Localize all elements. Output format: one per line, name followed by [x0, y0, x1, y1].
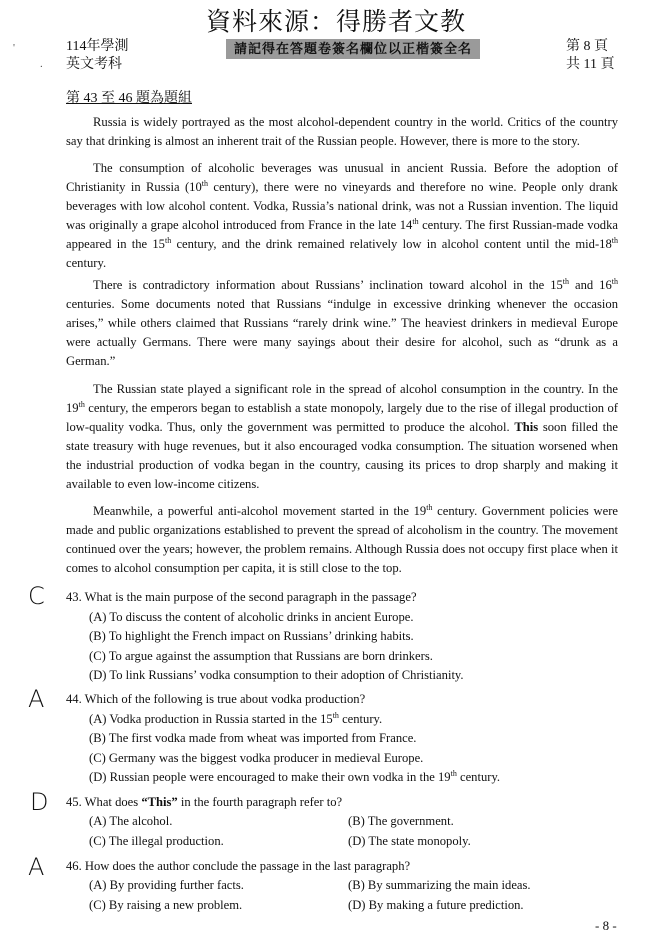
- question-46-option-c: (C) By raising a new problem.: [89, 898, 243, 912]
- question-45-option-d: (D) The state monopoly.: [348, 834, 471, 848]
- question-43-stem: 43. What is the main purpose of the second paragraph in the passage?: [66, 590, 417, 604]
- p5-text-b: century. Government policies were made and public organizations established to prevent the spread of alcoholism in the country. The movement continued over the years; however, the problem remains. Although Russia does not occupy first place when it comes to alcohol consumption per capita, it is still close to the top.: [66, 504, 618, 575]
- q44-d-sup: th: [450, 769, 457, 778]
- question-46-option-b: (B) By summarizing the main ideas.: [348, 878, 531, 892]
- q44-d-text: (D) Russian people were encouraged to make their own vodka in the 19: [89, 770, 451, 784]
- exam-year: 114年學測: [66, 39, 129, 54]
- p3-sup-b: th: [611, 277, 618, 286]
- q45-stem-bold: “This”: [141, 795, 178, 809]
- question-44-stem: 44. Which of the following is true about vodka production?: [66, 692, 366, 706]
- question-44-option-d: [89, 768, 500, 787]
- p2-text-d: century, and the drink remained relatively low in alcohol content until the mid-18: [171, 237, 612, 251]
- question-46-option-a: (A) By providing further facts.: [89, 878, 244, 892]
- p5-text-a: Meanwhile, a powerful anti-alcohol movement started in the 19: [93, 504, 427, 518]
- handwritten-answer-46: A: [28, 853, 45, 881]
- passage-paragraph-1: [66, 113, 618, 151]
- question-45-option-c: (C) The illegal production.: [89, 834, 224, 848]
- question-44-option-a: [89, 710, 382, 729]
- total-pages-label: 共 11 頁: [566, 57, 615, 72]
- stray-mark: ': [13, 42, 15, 54]
- question-46-option-d: (D) By making a future prediction.: [348, 898, 524, 912]
- p2-sup-c: th: [164, 236, 172, 245]
- page-number: - 8 -: [595, 918, 617, 933]
- q44-a-tail: century.: [338, 712, 383, 726]
- question-45-option-b: (B) The government.: [348, 814, 454, 828]
- p2-text-a: The consumption of alcoholic beverages was unusual in ancient Russia. Before the adoption of Christianity in Russia (10: [66, 161, 618, 194]
- passage-paragraph-4: [66, 380, 618, 494]
- q45-stem-post: in the fourth paragraph refer to?: [177, 795, 343, 809]
- p4-sup-a: th: [78, 400, 85, 409]
- stray-dot: .: [40, 58, 43, 70]
- p4-text-b: century, the emperors began to establish a state monopoly, largely due to the rise of illegal production of low-quality vodka. Thus, only the government was permitted to produce the alcohol.: [66, 401, 618, 434]
- handwritten-answer-45: D: [30, 788, 49, 816]
- p5-sup-a: th: [426, 503, 433, 512]
- p3-sup-a: th: [562, 277, 570, 286]
- p2-sup-b: th: [412, 217, 419, 226]
- p2-text-c: century. The first Russian-made vodka appeared in the 15: [66, 218, 618, 251]
- question-44-option-b: (B) The first vodka made from wheat was imported from France.: [89, 731, 417, 745]
- p3-text-a: There is contradictory information about Russians’ inclination toward alcohol in the 15: [93, 278, 563, 292]
- handwritten-answer-44: A: [28, 685, 45, 713]
- question-43-option-c: (C) To argue against the assumption that Russians are born drinkers.: [89, 649, 433, 663]
- q44-a-sup: th: [332, 711, 339, 720]
- p1-text: Russia is widely portrayed as the most alcohol-dependent country in the world. Critics of the country say that drinking is almost an inherent trait of the Russian people. However, there is more to the story.: [66, 115, 618, 148]
- p3-text-c: centuries. Some documents noted that Russians “indulge in excessive drinking whenever the occasion arises,” while others claimed that Russians “rarely drink wine.” The heaviest drinkers in medieval Europe were actually Germans. There were many sayings about their desire for alcohol, such as “drunk as a German.”: [66, 297, 618, 368]
- question-43-option-a: (A) To discuss the content of alcoholic drinks in ancient Europe.: [89, 610, 414, 624]
- p4-bold-this: This: [514, 420, 539, 434]
- signature-reminder-banner: 請記得在答題卷簽名欄位以正楷簽全名: [226, 39, 480, 59]
- p4-text-a: The Russian state played a significant role in the spread of alcohol consumption in the country. In the 19: [66, 382, 618, 415]
- handwritten-answer-43: C: [28, 582, 45, 610]
- q45-stem-pre: 45. What does: [66, 795, 142, 809]
- q44-a-text: (A) Vodka production in Russia started in the 15: [89, 712, 333, 726]
- q44-d-tail: century.: [456, 770, 501, 784]
- page-label: 第 8 頁: [566, 39, 608, 54]
- question-45-option-a: (A) The alcohol.: [89, 814, 173, 828]
- p3-text-b: and 16: [569, 278, 612, 292]
- question-44-option-c: (C) Germany was the biggest vodka producer in medieval Europe.: [89, 751, 424, 765]
- source-stamp: 資料來源：得勝者文教: [205, 7, 466, 36]
- passage-paragraph-2: [66, 159, 618, 273]
- p4-text-c: soon filled the state treasury with huge revenues, but it also encouraged vodka consumption. The situation worsened when the industrial production of vodka began in the country, causing its prices to drop sharply and making it available to even low-income citizens.: [66, 420, 618, 491]
- question-43-option-d: (D) To link Russians’ vodka consumption to their adoption of Christianity.: [89, 668, 464, 682]
- p2-sup-d: th: [611, 236, 618, 245]
- question-43-option-b: (B) To highlight the French impact on Russians’ drinking habits.: [89, 629, 414, 643]
- p2-text-b: century), there were no vineyards and therefore no wine. People only drank beverages with low alcohol content. Vodka, Russia’s national drink, was not a Russian invention. The liquid was originally a grape alcohol introduced from France in the late 14: [66, 180, 618, 232]
- p2-text-e: century.: [66, 256, 107, 270]
- question-46-stem: 46. How does the author conclude the passage in the last paragraph?: [66, 859, 411, 873]
- question-group-title: 第 43 至 46 題為題組: [66, 91, 192, 106]
- passage-paragraph-3: [66, 276, 618, 371]
- p2-sup-a: th: [201, 179, 208, 188]
- passage-paragraph-5: [66, 502, 618, 578]
- subject-label: 英文考科: [66, 57, 122, 72]
- question-45-stem: [66, 793, 342, 812]
